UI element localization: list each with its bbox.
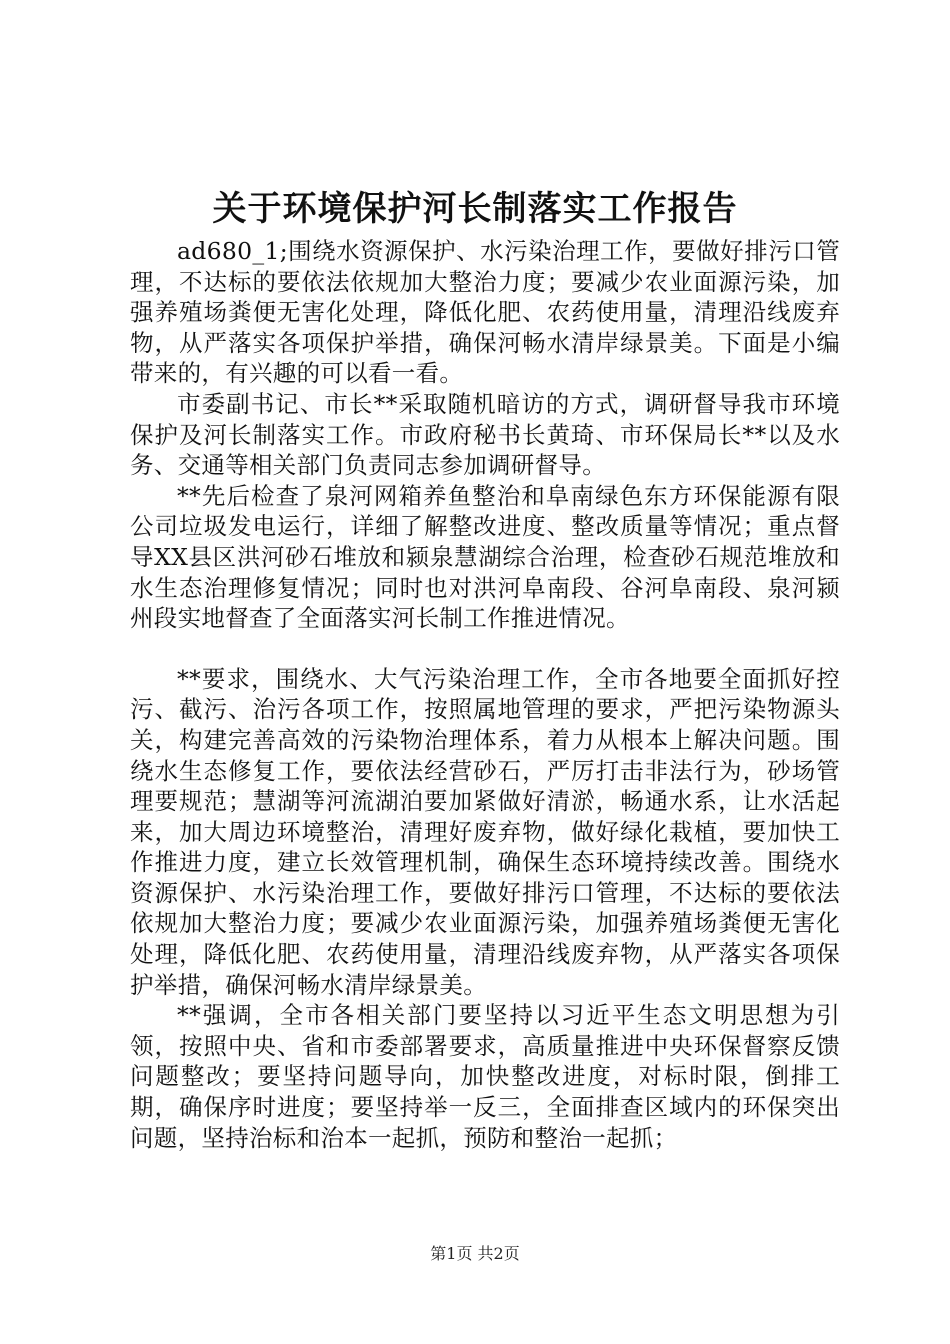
paragraph-details: **先后检查了泉河网箱养鱼整治和阜南绿色东方环保能源有限公司垃圾发电运行，详细了解整改进度、整改质量等情况；重点督导XX县区洪河砂石堆放和颍泉慧湖综合治理，检查砂石规范堆放和水生态治理修复情况；同时也对洪河阜南段、谷河阜南段、泉河颍州段实地督查了全面落实河长制工作推进情况。 [130,481,840,633]
document-body [130,236,840,1153]
paragraph-emphasis: **强调，全市各相关部门要坚持以习近平生态文明思想为引领，按照中央、省和市委部署要求，高质量推进中央环保督察反馈问题整改；要坚持问题导向，加快整改进度，对标时限，倒排工期，确保序时进度；要坚持举一反三，全面排查区域内的环保突出问题，坚持治标和治本一起抓，预防和整治一起抓； [130,1001,840,1152]
page-footer: 第1页 共2页 [430,1244,520,1263]
paragraph-inspection: 市委副书记、市长**采取随机暗访的方式，调研督导我市环境保护及河长制落实工作。市政府秘书长黄琦、市环保局长**以及水务、交通等相关部门负责同志参加调研督导。 [130,389,840,480]
paragraph-requirements: **要求，围绕水、大气污染治理工作，全市各地要全面抓好控污、截污、治污各项工作，按照属地管理的要求，严把污染物源头关，构建完善高效的污染物治理体系，着力从根本上解决问题。围绕水生态修复工作，要依法经营砂石，严厉打击非法行为，砂场管理要规范；慧湖等河流湖泊要加紧做好清淤，畅通水系，让水活起来，加大周边环境整治，清理好废弃物，做好绿化栽植，要加快工作推进力度，建立长效管理机制，确保生态环境持续改善。围绕水资源保护、水污染治理工作，要做好排污口管理，不达标的要依法依规加大整治力度；要减少农业面源污染，加强养殖场粪便无害化处理，降低化肥、农药使用量，清理沿线废弃物，从严落实各项保护举措，确保河畅水清岸绿景美。 [130,664,840,999]
document-title: 关于环境保护河长制落实工作报告 [212,189,738,229]
paragraph-intro: ad680_1;围绕水资源保护、水污染治理工作，要做好排污口管理，不达标的要依法依规加大整治力度；要减少农业面源污染，加强养殖场粪便无害化处理，降低化肥、农药使用量，清理沿线废弃物，从严落实各项保护举措，确保河畅水清岸绿景美。下面是小编带来的，有兴趣的可以看一看。 [130,237,840,388]
